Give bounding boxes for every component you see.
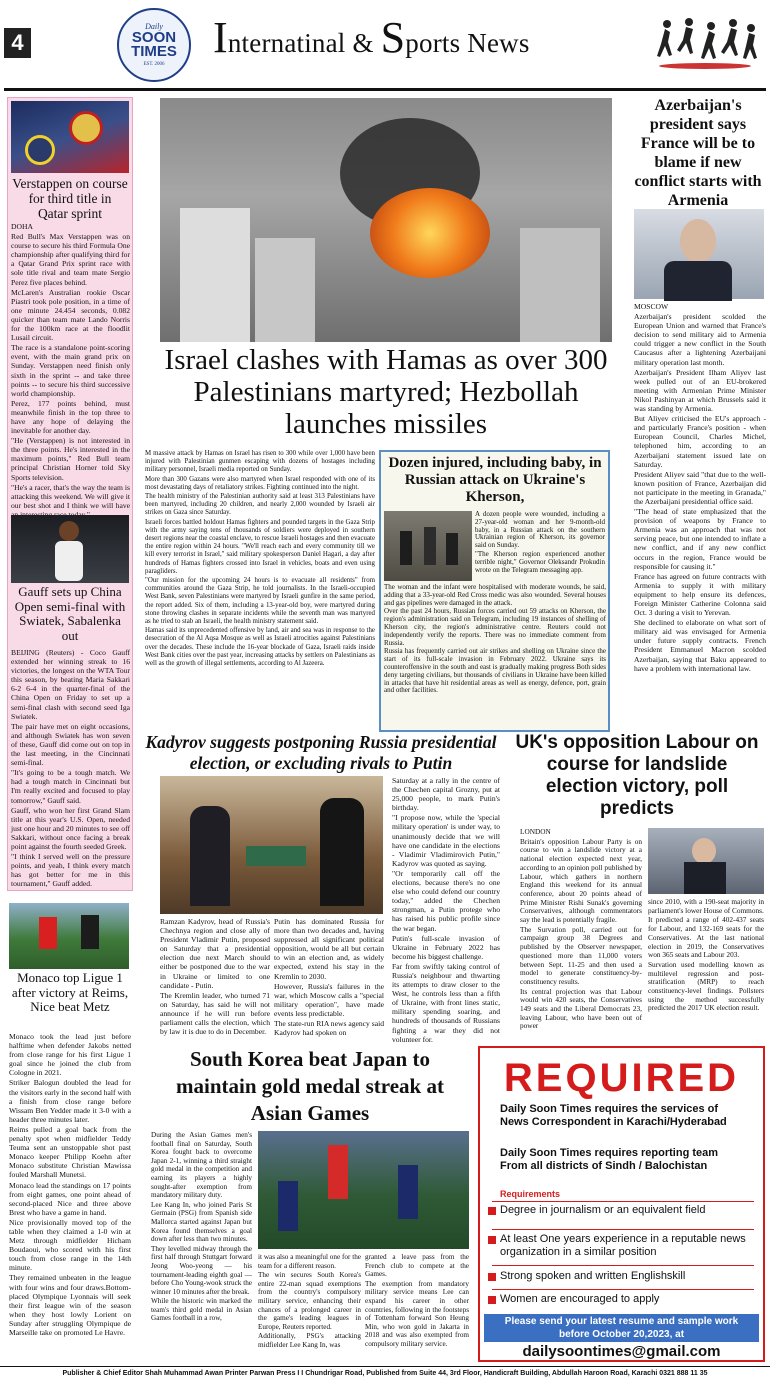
korea-col2: it was also a meaningful one for the team for a different reason. The win secures South Korea's entire 22-man squad exemptions from the country's compulsory military service, enhancing their chances of a prolonged career in the game's leading leagues in Europe, Reuters reported. Additionally, PSG's attacking midfielder Lee Kang In, was bbox=[258, 1253, 361, 1349]
ad-requirement-item: Strong spoken and written Englishskill bbox=[488, 1270, 750, 1288]
ad-line-correspondent: Daily Soon Times requires the services of News Correspondent in Karachi/Hyderabad bbox=[500, 1103, 727, 1128]
bullet-icon bbox=[488, 1273, 496, 1281]
monaco-headline: Monaco top Ligue 1 after victory at Reims, Nice beat Metz bbox=[11, 970, 129, 1014]
labour-col1: LONDON Britain's opposition Labour Party is on course to win a landslide victory at a national election expected next year, according to an opinion poll published by Labour, which gathers in northern England this weekend for its annual conference, about 20 points ahead of Prime Minister Rishi Sunak's governing Conservatives, although commentators say the lead is potentially fragile. The Survation poll, carried out for campaign group 38 Degrees and published by the Observer newspaper, questioned more than 11,000 voters between Sept. 11-25 and then used a model to generate constituency-by-constituency results. Its central projection was that Labour would win 420 seats, the Conservatives 149 seats and the Liberal Democrats 23, leaving Labour, who have been out of power bbox=[520, 827, 642, 1031]
required-title: REQUIRED bbox=[503, 1056, 740, 1100]
labour-col2: since 2010, with a 190-seat majority in parliament's lower House of Commons. It predicted a range of 402-437 seats for Labour, and 132-169 seats for the Conservatives. At the last national election in 2019, the Conservatives won 365 seats and Labour 203. Survation used modelling known as multilevel regression and post-stratification (MRP) to reach constituency-level findings. Pollsters using the method successfully predicted the 2017 UK election result. bbox=[648, 897, 764, 1013]
bullet-icon bbox=[488, 1236, 496, 1244]
monaco-photo bbox=[9, 903, 129, 969]
ad-line-reporting: Daily Soon Times requires reporting team From all districts of Sindh / Balochistan bbox=[500, 1147, 719, 1172]
athletes-illustration bbox=[655, 14, 760, 74]
ad-requirement-item: Degree in journalism or an equivalent field bbox=[488, 1204, 750, 1230]
logo-est: EST. 2006 bbox=[143, 62, 165, 67]
kadyrov-col2: Putin has dominated Russia for more than two decades and, having suppressed all significant political opposition, would be all but certain to win an election and, as widely expected, extend his stay in the Kremlin to 2030. However, Russia's failures in the war, which Moscow calls a "special military operation", have made events less predictable. The state-run RIA news agency said Kadyrov had spoken on bbox=[274, 917, 384, 1038]
israel-headline: Israel clashes with Hamas as over 300 Palestinians martyred; Hezbollah launches missiles bbox=[164, 344, 608, 440]
gaza-strike-photo bbox=[160, 98, 612, 342]
ad-banner: Please send your latest resume and sample work before October 20,2023, at bbox=[484, 1314, 759, 1342]
israel-body: M massive attack by Hamas on Israel has risen to 300 while over 1,000 have been injured with Palestinian gunmen escaping with dozens of hostages including military personnel, Israeli media reported on Sunday. More than 300 Gazans were also martyred when Israel responded with one of its most devastating days of retaliatory strikes. Fighting continued into the night. The health ministry of the Palestinian authority said at least 313 Palestinians have been martyred, including 20 children, and nearly 2,000 wounded by Israeli air strikes on Gaza since Saturday. Israeli forces battled holdout Hamas fighters and pounded targets in the Gaza Strip with the army saying tens of thousands of soldiers were deployed in southern desert regions near the coastal enclave, to rescue Israeli hostages and then evacuate the entire region within 24 hours. "We'll reach each and every community till we kill every terrorist in Israel," said military spokesperson Daniel Hagari, a day after hundreds of Hamas fighters crossed into Israel in vehicles, boats and even using paragliders. "Our mission for the upcoming 24 hours is to evacuate all residents" from communities around the Gaza Strip, he told journalists. In the Israeli-occupied West Bank, seven Palestinians were martyred by Israeli gunfire in the same period, the report added. Six of them, including a 13-year-old boy, were martyred during stone throwing clashes in separate incidents while the seventh man was martyred as he tried to stab an Israeli, the health ministry statement said. Hamas said its unprecedented offensive by land, air and sea was in response to the desecration of the Al Aqsa Mosque as well as Israeli atrocities against Palestinians over the decades. These include the 16-year blockade of Gaza, Israeli raids inside West Bank cities over the past year, increasing attacks by settlers on Palestinians as well as the growth of illegal settlements, according to Al Jazeera. bbox=[145, 450, 375, 668]
putin-kadyrov-photo bbox=[160, 776, 383, 914]
bullet-icon bbox=[488, 1207, 496, 1215]
verstappen-headline: Verstappen on course for third title in Qatar sprint bbox=[12, 176, 128, 221]
ad-requirements-label: Requirements bbox=[500, 1189, 561, 1199]
ukraine-headline: Dozen injured, including baby, in Russian attack on Ukraine's Kherson, bbox=[388, 455, 602, 505]
ukraine-body: The woman and the infant were hospitalised with moderate wounds, he said, adding that a 33-year-old Red Cross medic was also wounded. Several houses and gas pipelines were damaged in the attack. Over the past 24 hours, Russian forces carried out 59 attacks on Kherson, the region's administration said on Telegram, including 19 instances of shelling of Kherson city, the region's administrative centre. Reuters could not independently verify the reports. There was no immediate comment from Russia. Russia has frequently carried out air strikes and shelling on Ukraine since the start of its full-scale invasion in February 2022. Ukraine says its counteroffensive in the south and east is gradually making progress Both sides deny targeting civilians, but thousands of civilians in Ukraine have been killed in attacks that have hit residential areas as well as energy, defence, port, grain and other facilities. bbox=[384, 583, 606, 695]
logo-daily: Daily bbox=[145, 22, 163, 31]
azerbaijan-body: MOSCOW Azerbaijan's president scolded the European Union and warned that France's decision to send military aid to Armenia could trigger a new conflict in the South Caucasus after a lightening Azerbaijani military operation last month. Azerbaijan's President Ilham Aliyev last week pulled out of an EU-brokered meeting with Armenian Prime Minister Nikol Pashinyan at which Brussels said it was standing by Armenia. But Aliyev criticised the EU's approach - and particularly France's position - when European Council, Charles Michel, telephoned him, according to an Azerbaijani statement issued late on Saturday. President Aliyev said "that due to the well-known position of France, Azerbaijan did not participate in the meeting in Granada," the Azerbaijani presidential office said. "The head of state emphasized that the provision of weapons by France to Armenia was an approach that was not serving peace, but one intended to inflate a new conflict, and if any new conflict occurs in the region, France would be responsible for causing it." France has agreed on future contracts with Armenia to supply it with military equipment to help ensure its defences, Foreign Minister Catherine Colonna said Oct. 3 during a visit to Yerevan. She declined to elaborate on what sort of military aid was envisaged for Armenia under future supply contracts. French President Emmanuel Macron scolded Azerbaijan, saying that Baku appeared to have a problem with international law. bbox=[634, 302, 766, 673]
ad-requirement-item: At least One years experience in a reputable news organization in a similar position bbox=[488, 1233, 750, 1263]
monaco-body: Monaco took the lead just before halftime when defender Jakobs netted from close range for his first Ligue 1 goal since he joined the club from Cologne in 2021. Striker Balogun doubled the lead for the visitors early in the second half with a finish from close range before Wissam Ben Yedder made it 3-0 with a header three minutes later. Reims pulled a goal back from the penalty spot when midfielder Teddy Teuma sent an unstoppable shot past Monaco keeper Philipp Koehn after Monaco substitute Christian Mawissa fouled Marshall Munetsi. Monaco lead the standings on 17 points from eight games, one point ahead of second-placed Nice and three above Brest who have a game in hand. Nice provisionally moved top of the table when they claimed a 1-0 win at Metz through midfielder Hicham Boudaoui, who scored with his first touch from close range in the 14th minute. They remained unbeaten in the league with four wins and four draws.Bottom-placed Olympique Lyonnais will seek their first league win of the season when they host lowly Lorient on Sunday after struggling Olympique de Marseille take on promoted Le Havre. bbox=[9, 1032, 131, 1337]
verstappen-body: DOHA Red Bull's Max Verstappen was on course to secure his third Formula One championship after qualifying third for a Qatar Grand Prix sprint race with sole title rival and team mate Sergio Perez five places behind. McLaren's Australian rookie Oscar Piastri took pole position, in a time of one minute 24.454 seconds, 0.082 quicker than team mate Lando Norris for the 100km race at the floodlit Lusail circuit. The race is a standalone point-scoring event, with the main grand prix on Sunday. Verstappen need finish only sixth in the sprint -- and take three points -- to secure his third successive world championship. Perez, 177 points behind, must meanwhile finish in the top three to have any hope of delaying the inevitable for another day. "He (Verstappen) is not interested in the three points. He's interested in the maximum points," Red Bull team principal Christian Horner told Sky Sports television. "He's a racer, that's the way the team is attacking this weekend. We will give it our best shot and I think we will have bbox=[11, 222, 130, 510]
page-number: 4 bbox=[4, 28, 31, 58]
labour-headline: UK's opposition Labour on course for landslide election victory, poll predicts bbox=[515, 732, 759, 819]
publisher-footer: Publisher & Chief Editor Shah Muhammad Awan Printer Parwan Press I I Chundrigar Road, Published from Suite 44, 3rd Floor, Handicraft Building, Abdullah Haroon Road, Karachi 0321 888 11 35 bbox=[0, 1366, 770, 1381]
korea-col3: granted a leave pass from the French club to compete at the Games. The exemption from mandatory military service means Lee can expand his career in other countries, following in the footsteps of Tottenham forward Son Heung Min, who won gold in Jakarta in 2018 and was also exempted from compulsory military service. bbox=[365, 1253, 469, 1348]
korea-col1: During the Asian Games men's football final on Saturday, South Korea fought back to overcome Japan 2-1, winning a third straight gold medal in the competition and earning its players a highly sought-after exemption from mandatory military duty. Lee Kang In, who joined Paris St Germain (PSG) from Spanish side Mallorca started against Japan but Korea found themselves a goal down after less than two minutes. They levelled midway through the first half through Stuttgart forward Jeong Woo-yeong — his tournament-leading eighth goal — before Cho Young-wook struck the winner 10 minutes after the break. While the historic win marked the team's third gold medal in Asian Games football in a row, bbox=[151, 1131, 252, 1323]
newspaper-logo bbox=[117, 8, 191, 82]
gauff-photo bbox=[11, 515, 129, 583]
kadyrov-col3: Saturday at a rally in the centre of the Chechen capital Grozny, put at 25,000 people, to mark Putin's birthday. "I propose now, while the 'special military operation' is under way, to unanimously decide that we will have one candidate in the elections - Vladimir Vladimirovich Putin," Kadyrov was quoted as saying. "Or temporarily call off the elections, because there's no one else who could defend our country today," added the Chechen strongman, a Putin protege who has raised his public profile since the war began. Putin's full-scale invasion of Ukraine in February 2022 has become his biggest challenge. Far from swiftly taking control of Russia's neighbour and thwarting its attempts to draw closer to the West, he controls less than a fifth of Ukraine, with front lines static, military spending soaring, and hundreds of thousands of Russians fighting a war they did not volunteer for. bbox=[392, 776, 500, 1044]
masthead-title: Internatinal & Sports News bbox=[213, 13, 530, 62]
ukraine-body-top: A dozen people were wounded, including a 27-year-old woman and her 9-month-old baby, in a Russian attack on the southern Ukrainian region of Kherson, its governor said on Sunday. "The Kherson region experienced another terrible night," Governor Oleksandr Prokudin wrote on the Telegram messaging app. bbox=[475, 510, 605, 574]
kherson-photo bbox=[384, 511, 472, 581]
masthead-rule bbox=[4, 88, 766, 91]
gauff-headline: Gauff sets up China Open semi-final with Swiatek, Sabalenka out bbox=[14, 584, 126, 643]
verstappen-photo bbox=[11, 101, 129, 173]
azerbaijan-headline: Azerbaijan's president says France will be to blame if new conflict starts with Armenia bbox=[634, 97, 762, 209]
ad-requirement-item: Women are encouraged to apply bbox=[488, 1293, 750, 1309]
logo-soon: SOON TIMES bbox=[131, 29, 177, 60]
bullet-icon bbox=[488, 1296, 496, 1304]
kadyrov-headline: Kadyrov suggests postponing Russia presidential election, or excluding rivals to Putin bbox=[145, 732, 497, 773]
gauff-body: BEIJING (Reuters) - Coco Gauff extended her winning streak to 16 victories, the longest on the WTA Tour this season, by beating Maria Sakkari 6-2 6-4 in the quarter-final of the China Open on Friday to set up a semi-final clash with second seed Iga Swiatek. The pair have met on eight occasions, and although Swiatek has won seven of these, Gauff did come out on top in the last meeting, in the Cincinnati semi-final. "It's going to be a tough match. We had a tough match in Cincinnati but I'm really excited and focused to play tomorrow," Gauff said. Gauff, who won her first Grand Slam title at this year's U.S. Open, needed just one hour and 20 minutes to see off Sakkari, without once facing a break point against the fourth seeded Greek. "I think I served well on the pressure points, and yeah, I think every match has got better for me in this tournament," Gauff added. bbox=[11, 648, 130, 889]
korea-headline: South Korea beat Japan to maintain gold medal streak at Asian Games bbox=[176, 1047, 444, 1125]
aliyev-photo bbox=[634, 209, 764, 299]
korea-football-photo bbox=[258, 1131, 469, 1249]
kadyrov-col1: Ramzan Kadyrov, head of Russia's Chechnya region and close ally of President Vladimir Putin, proposed on Saturday that a presidential election due next March should either be postponed due to the war in Ukraine or limited to one candidate - Putin. The Kremlin leader, who turned 71 on Saturday, has said he will not announce if he will run before parliament calls the election, which by law it is due to do in December. bbox=[160, 917, 270, 1037]
starmer-photo bbox=[648, 828, 764, 894]
ad-email: dailysoontimes@gmail.com bbox=[522, 1343, 721, 1360]
